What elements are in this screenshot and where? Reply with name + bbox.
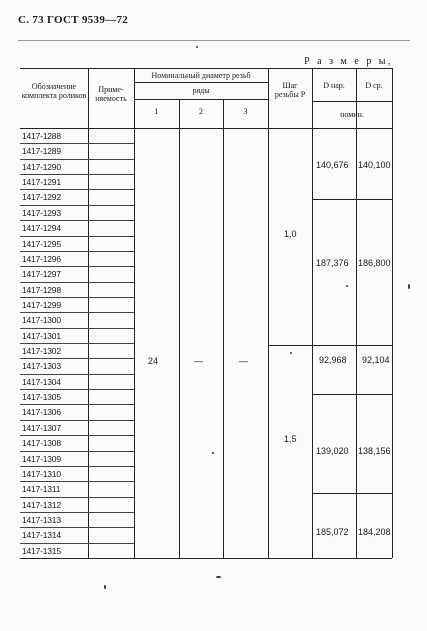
row-rule (20, 297, 134, 298)
group-divider-1 (312, 199, 392, 200)
header-applicability: Приме-няемость (95, 85, 127, 104)
designation-cell: 1417-1297 (22, 269, 61, 280)
step-value-2: 1,5 (284, 434, 297, 444)
row-rule (20, 174, 134, 175)
col-divider-designation (88, 68, 89, 558)
header-d-nar: D нар. (323, 81, 345, 90)
row-rule (20, 451, 134, 452)
row-rule (20, 251, 134, 252)
group-divider-2 (269, 345, 392, 346)
table-bottom-border (20, 558, 392, 559)
table-caption: Р а з м е р ы, (304, 56, 393, 67)
designation-cell: 1417-1310 (22, 468, 61, 479)
diameter-series-1-value: 24 (148, 356, 159, 366)
row-rule (20, 512, 134, 513)
header-series-3: 3 (243, 107, 248, 116)
group-divider-4 (312, 493, 392, 494)
table-header-bottom-border (20, 128, 392, 129)
designation-cell: 1417-1291 (22, 177, 61, 188)
header-step: Шаг резьбы P (274, 81, 306, 100)
row-rule (20, 389, 134, 390)
designation-cell: 1417-1293 (22, 207, 61, 218)
designation-cell: 1417-1303 (22, 361, 61, 372)
scan-speck (346, 285, 348, 287)
row-rule (20, 343, 134, 344)
designation-cell: 1417-1306 (22, 407, 61, 418)
d-sr-value: 138,156 (358, 446, 391, 456)
series-header-divider (134, 99, 268, 100)
designation-cell: 1417-1301 (22, 330, 61, 341)
row-rule (20, 481, 134, 482)
header-d-sr: D ср. (365, 81, 383, 90)
designation-cell: 1417-1296 (22, 253, 61, 264)
designation-cell: 1417-1302 (22, 346, 61, 356)
designation-cell: 1417-1298 (22, 284, 61, 295)
designation-cell: 1417-1312 (22, 499, 61, 510)
col-divider-applicability (134, 68, 135, 558)
scan-speck (212, 452, 214, 454)
row-rule (20, 435, 134, 436)
page-title: С. 73 ГОСТ 9539—72 (18, 14, 129, 26)
designation-cell: 1417-1313 (22, 514, 61, 525)
designation-cell: 1417-1290 (22, 161, 61, 172)
row-rule (20, 236, 134, 237)
header-nominal-diameter: Номинальный диаметр резьб (151, 71, 251, 80)
header-series-2: 2 (199, 107, 203, 116)
nomin-header-divider (312, 101, 392, 102)
designation-cell: 1417-1307 (22, 422, 61, 433)
col-divider-step-dnar (312, 68, 313, 558)
scan-speck (408, 284, 410, 289)
designation-cell: 1417-1299 (22, 299, 61, 310)
row-rule (20, 282, 134, 283)
d-nar-value: 139,020 (316, 446, 349, 456)
d-nar-value: 92,968 (319, 355, 347, 365)
header-series-1: 1 (154, 107, 159, 116)
header-rule (18, 40, 410, 41)
scan-speck (290, 352, 292, 354)
scan-speck (196, 46, 198, 48)
row-rule (20, 266, 134, 267)
row-rule (20, 420, 134, 421)
designation-cell: 1417-1314 (22, 530, 61, 541)
designation-cell: 1417-1294 (22, 223, 61, 234)
row-rule (20, 143, 134, 144)
diameter-series-2-dash: — (194, 356, 203, 366)
scan-speck (104, 585, 106, 589)
d-nar-value: 187,376 (316, 258, 349, 268)
diameter-series-3-dash: — (239, 356, 248, 366)
table-right-border (392, 68, 393, 558)
col-divider-series-1-2 (179, 99, 180, 558)
d-sr-value: 140,100 (358, 160, 391, 170)
d-nar-value: 140,676 (316, 160, 349, 170)
d-nar-value: 185,072 (316, 527, 349, 537)
row-rule (20, 159, 134, 160)
d-sr-value: 184,208 (358, 527, 391, 537)
group-divider-3 (312, 394, 392, 395)
row-rule (20, 374, 134, 375)
header-nomin: номин. (340, 110, 364, 119)
row-rule (20, 328, 134, 329)
designation-cell: 1417-1315 (22, 545, 61, 556)
row-rule (20, 527, 134, 528)
designation-cell: 1417-1311 (22, 484, 61, 495)
row-rule (20, 543, 134, 544)
designation-cell: 1417-1292 (22, 192, 61, 203)
scan-speck (216, 576, 221, 578)
row-rule (20, 189, 134, 190)
d-sr-value: 186,800 (358, 258, 391, 268)
row-rule (20, 220, 134, 221)
designation-cell: 1417-1304 (22, 376, 61, 387)
col-divider-series-2-3 (223, 99, 224, 558)
row-rule (20, 497, 134, 498)
row-rule (20, 312, 134, 313)
designation-cell: 1417-1309 (22, 453, 61, 464)
row-rule (20, 358, 134, 359)
row-rule (20, 205, 134, 206)
col-divider-series-step (268, 68, 269, 558)
row-rule (20, 404, 134, 405)
designation-cell: 1417-1295 (22, 238, 61, 249)
designation-cell: 1417-1300 (22, 315, 61, 326)
table-top-border (20, 68, 392, 69)
designation-cell: 1417-1288 (22, 131, 61, 141)
diameter-header-divider (134, 82, 268, 83)
designation-cell: 1417-1289 (22, 146, 61, 157)
designation-cell: 1417-1305 (22, 392, 61, 403)
row-rule (20, 466, 134, 467)
header-designation: Обозначение комплекта роликов (21, 82, 87, 101)
d-sr-value: 92,104 (362, 355, 390, 365)
step-value-1: 1,0 (284, 229, 297, 239)
col-divider-dnar-dsr (356, 68, 357, 558)
header-series: ряды (192, 86, 210, 95)
designation-cell: 1417-1308 (22, 438, 61, 449)
